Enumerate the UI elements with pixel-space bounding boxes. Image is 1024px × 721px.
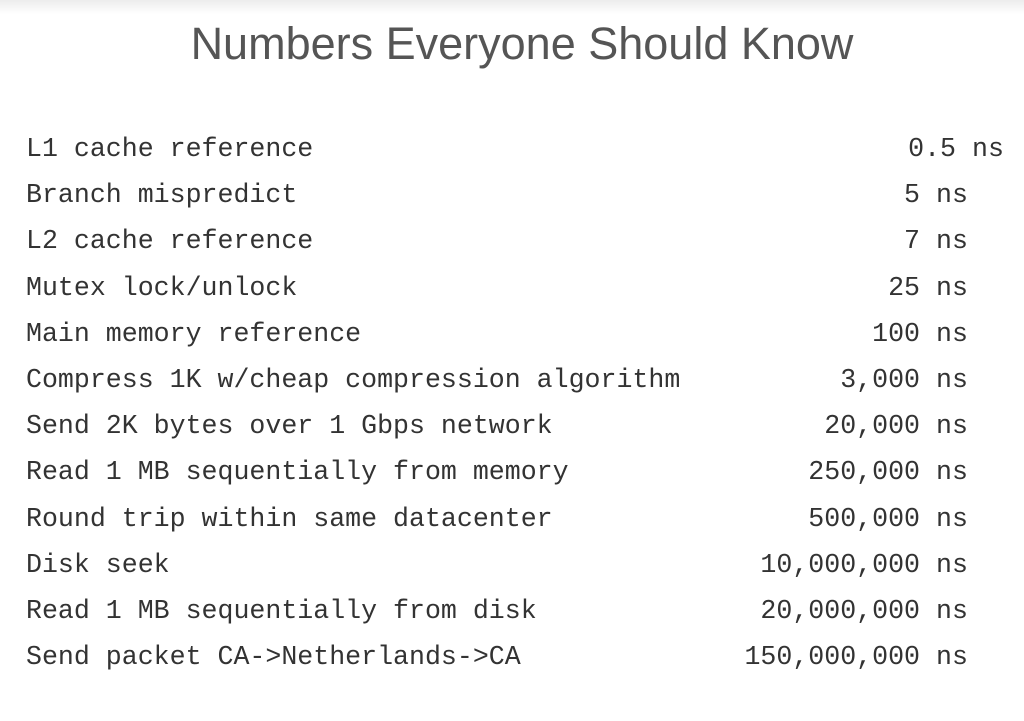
row-label: Read 1 MB sequentially from disk: [26, 595, 537, 626]
row-label: Send packet CA->Netherlands->CA: [26, 642, 521, 673]
row-label: Disk seek: [26, 549, 170, 580]
table-row: [26, 357, 1016, 403]
table-row: [26, 542, 1016, 588]
row-value: 5: [904, 180, 920, 211]
row-unit: ns: [972, 134, 1004, 164]
row-unit: ns: [936, 549, 968, 580]
row-value: 3,000: [840, 364, 920, 395]
row-label: Round trip within same datacenter: [26, 503, 553, 534]
table-row: [26, 496, 1016, 542]
row-unit: ns: [936, 364, 968, 395]
row-unit: ns: [936, 226, 968, 257]
row-unit: ns: [936, 272, 968, 303]
row-unit: ns: [936, 457, 968, 488]
row-unit: ns: [936, 642, 968, 673]
row-value: 20,000,000: [760, 595, 920, 626]
row-value: 10,000,000: [760, 549, 920, 580]
row-value: 100: [872, 318, 920, 349]
row-label: L2 cache reference: [26, 226, 314, 257]
row-unit: ns: [936, 595, 968, 626]
row-label: Compress 1K w/cheap compression algorithm: [26, 364, 681, 395]
row-label: Send 2K bytes over 1 Gbps network: [26, 411, 553, 442]
row-value: 150,000,000: [744, 642, 920, 673]
table-row: [26, 588, 1016, 634]
table-row: [26, 449, 1016, 495]
row-value: 20,000: [824, 411, 920, 442]
table-row: [26, 126, 1016, 172]
row-label: Branch mispredict: [26, 180, 298, 211]
row-value: 25: [888, 272, 920, 303]
slide-title: Numbers Everyone Should Know: [190, 18, 854, 69]
row-unit: ns: [936, 411, 968, 442]
table-row: [26, 311, 1016, 357]
row-label: L1 cache reference: [26, 134, 314, 164]
row-value: 250,000: [808, 457, 920, 488]
row-value: 7: [904, 226, 920, 257]
slide-top-shading: [0, 0, 1024, 14]
row-value: 500,000: [808, 503, 920, 534]
table-row: [26, 403, 1016, 449]
row-unit: ns: [936, 503, 968, 534]
row-label: Mutex lock/unlock: [26, 272, 298, 303]
row-unit: ns: [936, 318, 968, 349]
row-label: Main memory reference: [26, 318, 362, 349]
latency-table: [26, 126, 1016, 680]
table-row: [26, 265, 1016, 311]
row-value: 0.5: [908, 134, 956, 164]
row-unit: ns: [936, 180, 968, 211]
table-row: [26, 172, 1016, 218]
table-row: [26, 634, 1016, 680]
table-row: [26, 218, 1016, 264]
row-label: Read 1 MB sequentially from memory: [26, 457, 569, 488]
